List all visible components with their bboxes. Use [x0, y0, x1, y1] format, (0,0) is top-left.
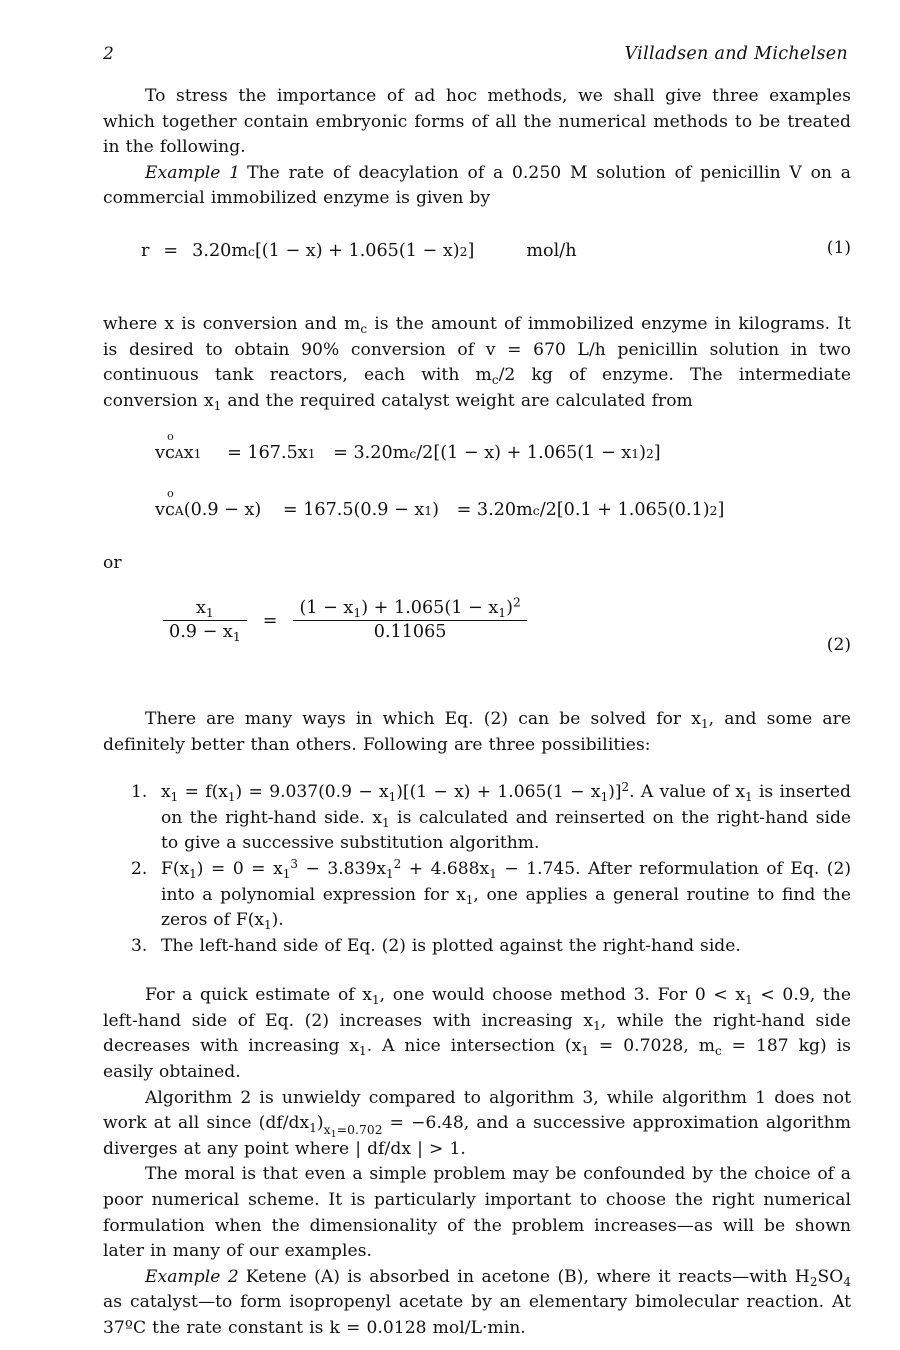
list-item-marker: 2. [131, 858, 148, 879]
eq-a-x: x [183, 443, 194, 464]
li1-sub-f: 1 [744, 790, 753, 805]
qe-sub-4: 1 [359, 1044, 367, 1059]
ex2-sub-2: 2 [809, 1274, 818, 1289]
eq-b-tail-open: /2[0.1 + 1.065(0.1) [539, 500, 710, 521]
paragraph-many-ways [103, 707, 851, 758]
qe-sub-1: 1 [372, 993, 380, 1008]
qe-b: , one would choose method 3. For 0 < x [379, 985, 746, 1006]
eq2-right-num-open: (1 − x [299, 597, 354, 618]
li1-sub-a: 1 [170, 790, 179, 805]
ex2-c: SO [817, 1266, 844, 1287]
eq-b-tail-close: ] [717, 500, 725, 521]
page-number: 2 [103, 44, 114, 64]
many-ways-b: , and some are definitely better than others. Following are three possibilities: [103, 708, 851, 755]
eq2-right-numerator [293, 595, 526, 620]
eq-b-rhs1: = 167.5(0.9 − x [282, 500, 425, 521]
alg-sub-1: 1 [309, 1121, 317, 1136]
paragraph-intro: To stress the importance of ad hoc methods, we shall give three examples which together contain embryonic forms of all the numerical methods to be treated in the following. [103, 86, 851, 158]
alg-c: = −6.48, and a successive approximation algorithm diverges at any point where | df/dx | > 1. [103, 1113, 851, 1159]
eq1-lhs: r [141, 240, 150, 261]
list-item [103, 780, 851, 857]
paragraph-quick-estimate [103, 983, 851, 1085]
eq-a-standard-state-ring: o [167, 430, 174, 444]
li2-sub-b: 1 [282, 866, 291, 881]
eq-b-rhs1-close: ) [432, 500, 439, 521]
equation-2-block [103, 595, 851, 685]
list-item [103, 857, 851, 934]
methods-list [103, 780, 851, 959]
li1-b: = f(x [178, 782, 228, 803]
li1-sup-e: 2 [621, 779, 630, 794]
li2-sub-d: 1 [489, 866, 497, 881]
li2-f: , one applies a general routine to find the zeros of F(x [161, 884, 851, 931]
equation-1-number: (1) [826, 237, 851, 258]
paragraph-moral: The moral is that even a simple problem may be confounded by the choice of a poor numerical scheme. It is particularly important to choose the right numerical formulation when the dimensionality of the problem increases—as will be shown later in many of our examples. [103, 1164, 851, 1262]
where-text-d: and the required catalyst weight are calculated from [221, 390, 693, 411]
eq-a-concentration [155, 430, 175, 466]
eq2-right-num-close: ) [506, 597, 513, 618]
li1-c: ) = 9.037(0.9 − x [235, 782, 389, 803]
equation-2-number: (2) [826, 634, 851, 655]
eq2-left-den-sub: 1 [232, 629, 241, 644]
list-item-marker: 1. [131, 782, 148, 803]
where-sub-c1: c [360, 321, 368, 336]
li1-sub-d: 1 [600, 790, 609, 805]
eq-a-rhs2: = 3.20m [333, 443, 410, 464]
li2-sup-c: 2 [393, 856, 402, 871]
list-item-text [161, 856, 851, 933]
equation-b: vc o A (0.9 − x) = 167.5(0.9 − x 1 ) = 3.20m c /2[0.1 + 1.065(0.1) 2 ] [103, 497, 851, 523]
alg-eval-x: x [323, 1122, 331, 1137]
qe-d: , while the right-hand side decreases with increasing x [103, 1010, 851, 1057]
equation-a: vc o A x 1 = 167.5x 1 = 3.20m c /2[(1 − x) + 1.065(1 − x 1 ) 2 ] [103, 440, 851, 466]
li2-sup-b: 3 [290, 856, 298, 871]
running-head-authors: Villadsen and Michelsen [624, 44, 848, 64]
text-column [103, 84, 851, 1342]
paragraph-where [103, 312, 851, 414]
many-ways-sub-1: 1 [700, 716, 709, 731]
alg-a: Algorithm 2 is unwieldy compared to algorithm 3, while algorithm 1 does not work at all since (df/dx [103, 1087, 851, 1134]
example-1-label: Example 1 [145, 162, 241, 183]
list-item [103, 934, 851, 960]
list-item-marker: 3. [131, 935, 148, 956]
eq2-right-num-exponent: 2 [513, 595, 521, 610]
li2-g: ). [271, 910, 284, 931]
eq2-right-num-sub1: 1 [353, 606, 362, 620]
alg-eval-value: =0.702 [336, 1122, 383, 1137]
eq2-right-fraction [293, 595, 526, 642]
where-text-b: is the amount of immobilized enzyme in kilograms. It is desired to obtain 90% conversion of v = 670 L/h penicillin solution in two continuous tank reactors, each with m [103, 313, 852, 386]
alg-eval-x-sub: 1 [330, 1128, 337, 1140]
li2-b: ) = 0 = x [196, 858, 283, 879]
li2-sub-f: 1 [264, 918, 272, 933]
equation-1-block [103, 238, 851, 290]
qe-sub-3: 1 [593, 1018, 601, 1033]
qe-f: = 0.7028, m [589, 1036, 715, 1057]
eq1-units: mol/h [526, 240, 577, 261]
eq-a-tail-close: ] [653, 443, 661, 464]
li1-sub-g: 1 [382, 815, 390, 830]
eq2-right-num-mid: ) + 1.065(1 − x [361, 597, 499, 618]
where-text-a: where x is conversion and m [103, 313, 361, 334]
paragraph-example-1 [103, 161, 851, 212]
example-2-label: Example 2 [145, 1266, 239, 1287]
where-sub-c2: c [491, 373, 499, 388]
eq-a-tail-open: /2[(1 − x) + 1.065(1 − x [416, 443, 632, 464]
li1-g: is inserted on the right-hand side. x [161, 782, 851, 828]
example-1-text: The rate of deacylation of a 0.250 M solution of penicillin V on a commercial immobilized enzyme is given by [103, 162, 852, 209]
li1-h: is calculated and reinserted on the right-hand side to give a successive substitution algorithm. [161, 807, 852, 854]
eq1-coefficient: 3.20m [192, 240, 249, 261]
eq-b-rhs2: = 3.20m [456, 500, 533, 521]
paragraph-example-2 [103, 1265, 851, 1342]
qe-sub-2: 1 [745, 993, 753, 1008]
eq2-right-denominator: 0.11065 [373, 621, 447, 642]
eq-b-paren: (0.9 − x) [183, 500, 262, 521]
qe-a: For a quick estimate of x [145, 985, 372, 1006]
qe-c: < 0.9, the left-hand side of Eq. (2) increases with increasing x [103, 985, 852, 1031]
equation-2 [103, 595, 851, 644]
qe-sub-5: 1 [581, 1044, 590, 1059]
li1-sub-c: 1 [388, 790, 397, 805]
where-text-c: /2 kg of enzyme. The intermediate conversion x [103, 365, 851, 411]
eq-a-vc: vc [155, 443, 175, 464]
eq2-right-num-sub2: 1 [498, 606, 507, 620]
eq-a-tail-mid: ) [639, 443, 646, 464]
eq2-left-num-x: x [195, 597, 206, 618]
li1-d: )[(1 − x) + 1.065(1 − x [396, 782, 601, 803]
eq-b-vc: vc [155, 500, 175, 521]
equation-group-a [103, 430, 851, 523]
eq2-left-fraction [163, 599, 247, 642]
li2-a: F(x [161, 858, 190, 879]
qe-e: . A nice intersection (x [366, 1036, 582, 1057]
ex2-sub-4: 4 [843, 1274, 852, 1289]
eq-b-standard-state-ring: o [167, 487, 174, 501]
eq2-left-den-text: 0.9 − x [169, 621, 233, 642]
alg-b: ) [316, 1113, 324, 1134]
li2-sub-c: 1 [385, 866, 394, 881]
eq2-left-denominator [163, 621, 247, 643]
running-head [103, 44, 848, 64]
eq1-body-close: ] [467, 240, 475, 261]
eq-a-rhs1: = 167.5x [227, 443, 308, 464]
eq2-left-num-sub: 1 [205, 606, 214, 620]
eq1-body-open: [(1 − x) + 1.065(1 − x) [254, 240, 460, 261]
eq2-equals: = [262, 610, 278, 631]
ex2-a: Ketene (A) is absorbed in acetone (B), where it reacts—with H [245, 1266, 810, 1287]
alg-evaluated-at [323, 1122, 383, 1140]
qe-g: = 187 kg) is easily obtained. [103, 1036, 851, 1083]
li2-sub-e: 1 [465, 892, 474, 907]
li1-a: x [161, 782, 171, 803]
li1-e: )] [608, 782, 622, 803]
many-ways-a: There are many ways in which Eq. (2) can be solved for x [145, 708, 701, 729]
eq-b-concentration [155, 487, 175, 523]
li2-sub-a: 1 [189, 866, 197, 881]
paragraph-algorithm [103, 1086, 851, 1163]
ex2-e: as catalyst—to form isopropenyl acetate by an elementary bimolecular reaction. At 37ºC the rate constant is k = 0.0128 mol/L·min. [103, 1292, 851, 1338]
li2-c: − 3.839x [298, 858, 386, 879]
equation-1: r = 3.20m c [(1 − x) + 1.065(1 − x) 2 ] mol/h [103, 238, 851, 264]
paragraph-or: or [103, 553, 122, 574]
qe-sub-c: c [714, 1044, 722, 1059]
eq1-equals: = [163, 240, 179, 261]
list-item-text: The left-hand side of Eq. (2) is plotted against the right-hand side. [161, 935, 741, 956]
li1-sub-b: 1 [227, 790, 236, 805]
where-sub-1: 1 [213, 398, 222, 413]
li1-f: . A value of x [629, 782, 745, 803]
li2-e: − 1.745. After reformulation of Eq. (2) into a polynomial expression for x [161, 858, 851, 905]
list-item-text [161, 779, 852, 854]
eq2-left-numerator [190, 599, 220, 620]
li2-d: + 4.688x [401, 858, 490, 879]
